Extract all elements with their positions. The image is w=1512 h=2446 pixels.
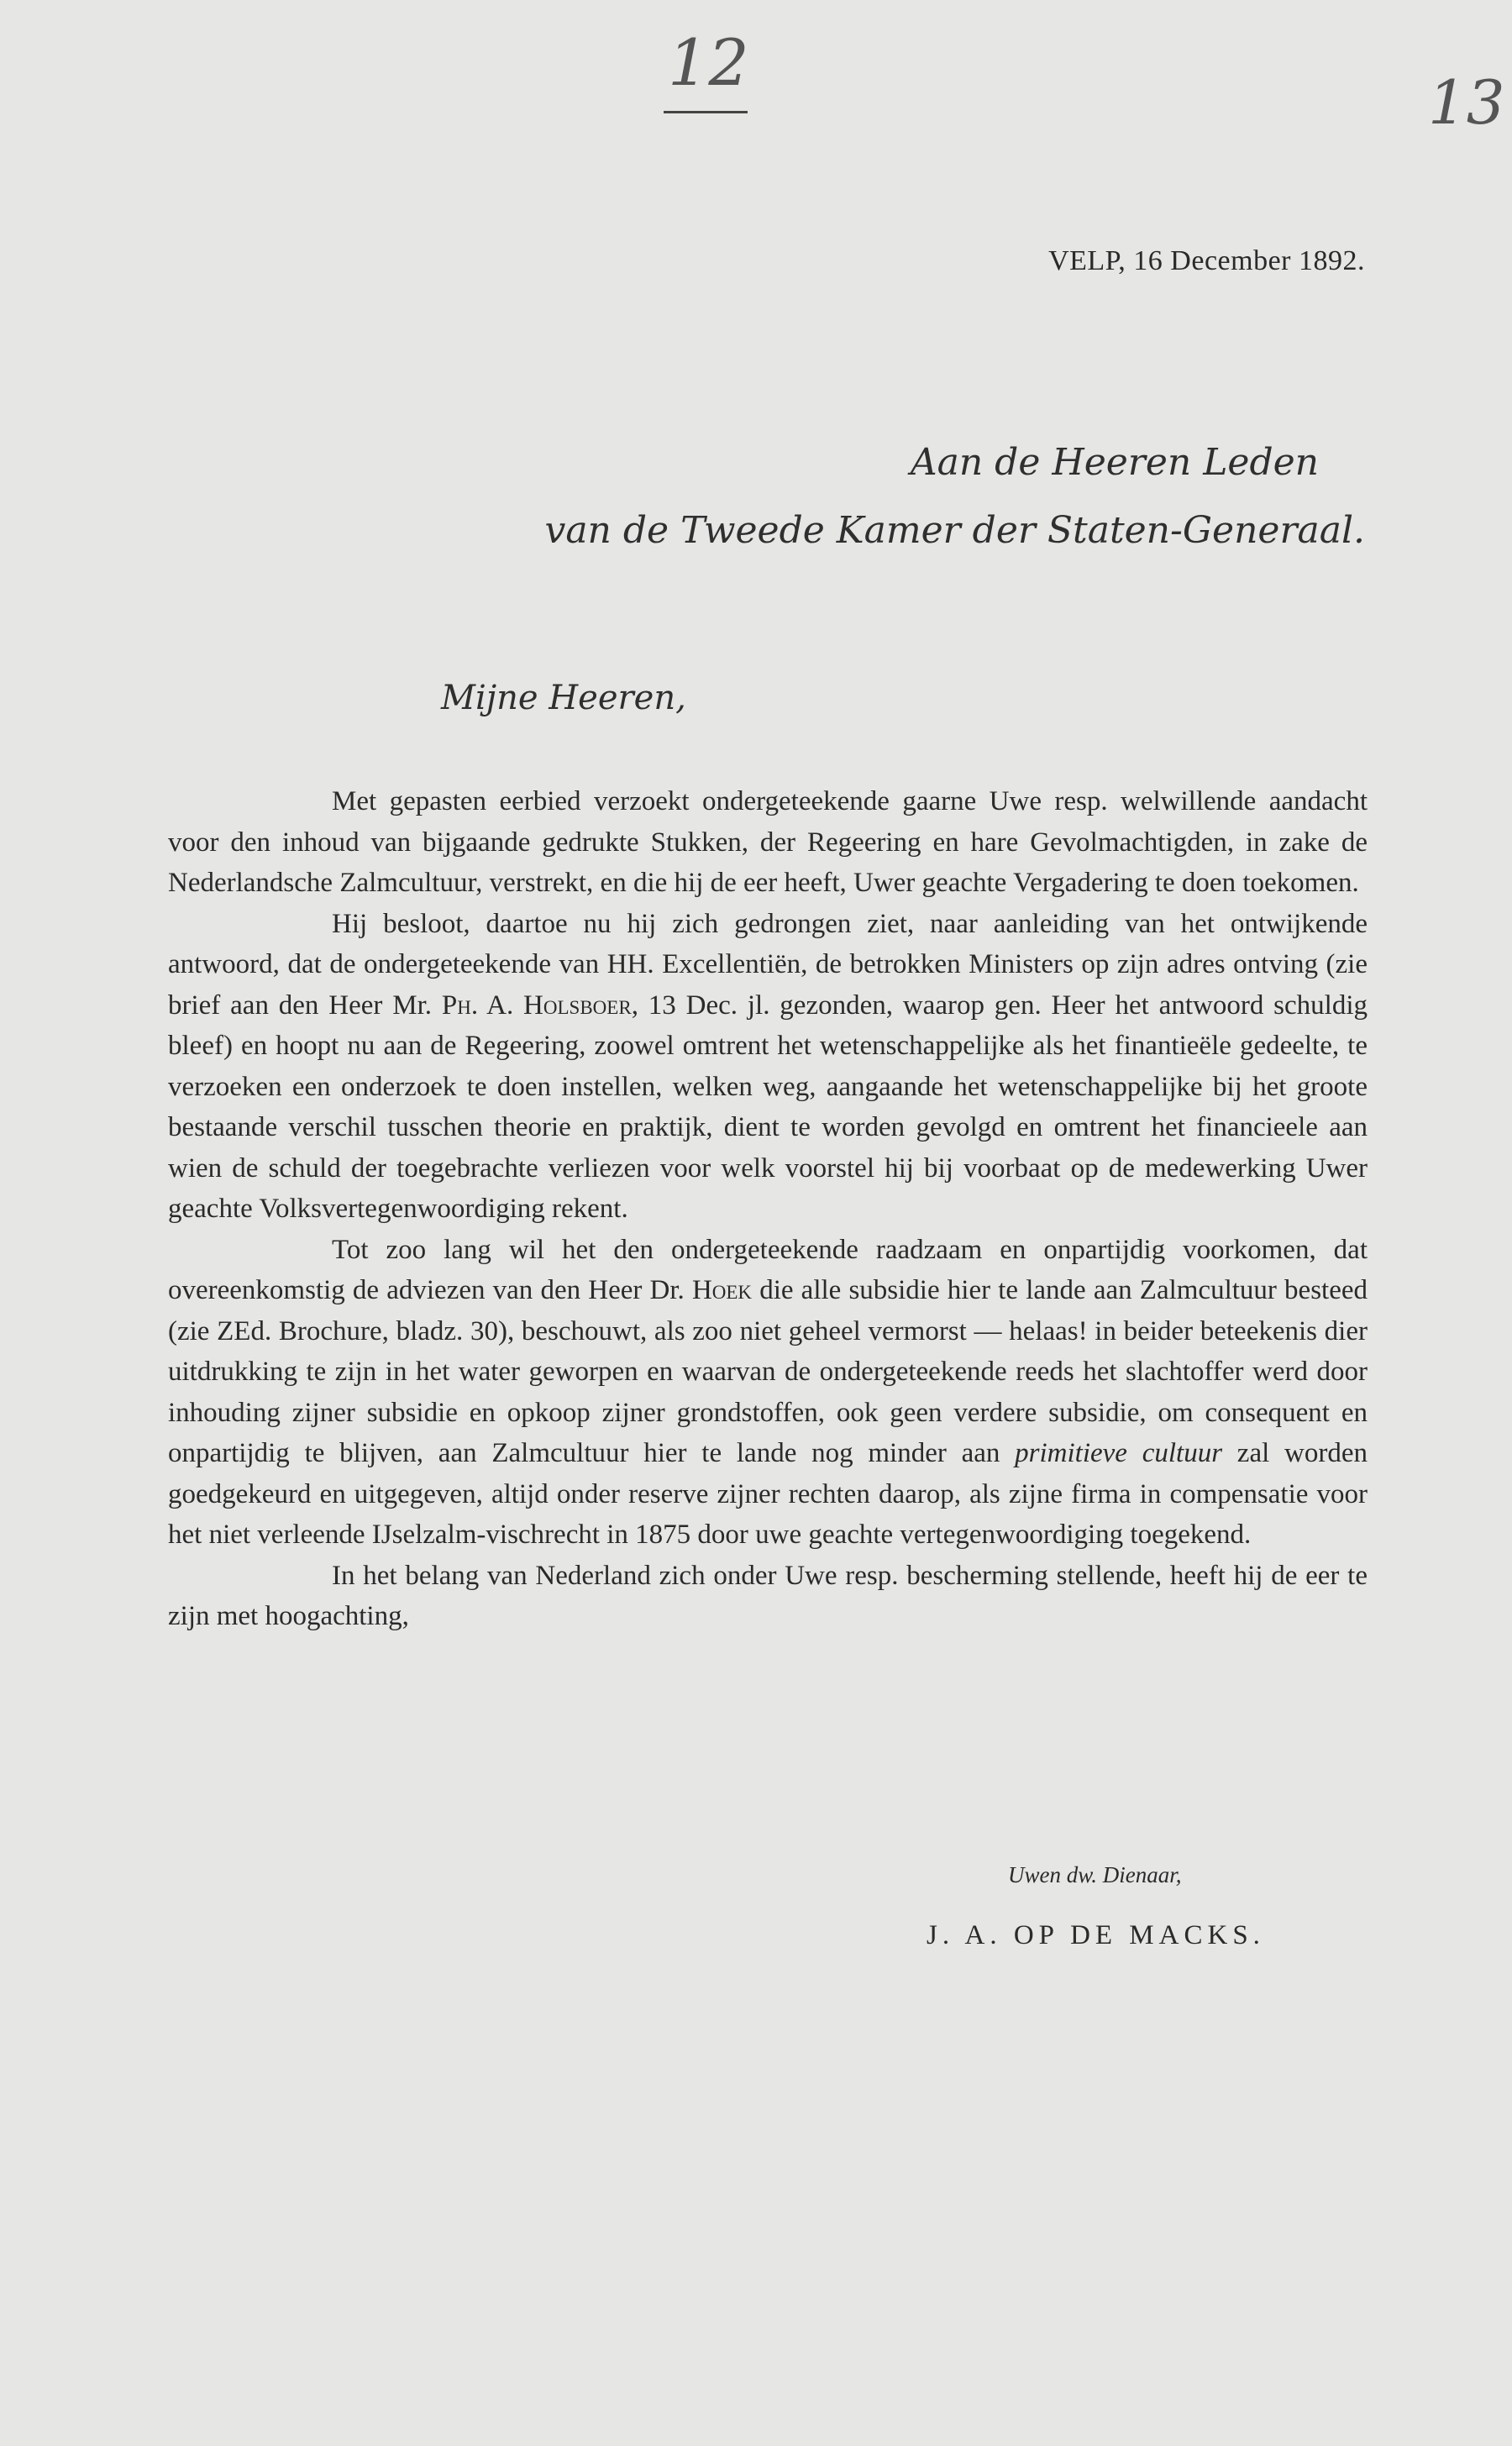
address-line-2: van de Tweede Kamer der Staten-Generaal. bbox=[544, 509, 1365, 552]
paragraph-2 bbox=[168, 904, 1368, 1230]
person-name: Ph. A. Holsboer bbox=[441, 989, 632, 1021]
pencil-page-number: 12 bbox=[668, 25, 749, 100]
paragraph-3-text: die alle subsidie hier te lande aan Zalmcultuur besteed (zie ZEd. Brochure, bladz. 30), beschouwt, als zoo niet geheel vermorst — helaas! in beider beteekenis dier uitdrukking te zijn in het water geworpen en waarvan de ondergeteekende reeds het slachtoffer werd door inhouding zijner subsidie en opkoop zijner grondstoffen, ook geen verdere subsidie, om consequent en onpartijdig te blijven, aan Zalmcultuur hier te lande nog minder aan bbox=[168, 1275, 1368, 1468]
person-name: Hoek bbox=[691, 1275, 753, 1305]
paragraph-3 bbox=[168, 1230, 1368, 1556]
date-line: VELP, 16 December 1892. bbox=[1048, 245, 1365, 276]
closing: Uwen dw. Dienaar, bbox=[1008, 1862, 1182, 1887]
italic-term: primitieve cultuur bbox=[1015, 1438, 1223, 1468]
address-line-1: Aan de Heeren Leden bbox=[910, 441, 1319, 484]
salutation: Mijne Heeren, bbox=[441, 679, 686, 717]
pencil-underline bbox=[664, 111, 748, 113]
paragraph-4: In het belang van Nederland zich onder Uwe resp. bescherming stellende, heeft hij de eer te zijn met hoogachting, bbox=[168, 1560, 1368, 1631]
paragraph-1: Met gepasten eerbied verzoekt ondergeteekende gaarne Uwe resp. welwillende aandacht voor den inhoud van bijgaande gedrukte Stukken, der Regeering en hare Gevolmachtigden, in zake de Nederlandsche Zalmcultuur, verstrekt, en die hij de eer heeft, Uwer geachte Vergadering te doen toekomen. bbox=[168, 786, 1368, 898]
letter-body bbox=[168, 781, 1368, 1637]
paragraph-3-text: zal worden goedgekeurd en uitgegeven, altijd onder reserve zijner rechten daarop, als zijne firma in compensatie voor het niet verleende IJselzalm-vischrecht in 1875 door uwe geachte vertegenwoordiging toegekend. bbox=[168, 1438, 1368, 1550]
signature: J. A. OP DE MACKS. bbox=[927, 1920, 1265, 1950]
paragraph-2-text: , 13 Dec. jl. gezonden, waarop gen. Heer het antwoord schuldig bleef) en hoopt nu aan de Regeering, zoowel omtrent het wetenschappelijke als het finantieële gedeelte, te verzoeken een onderzoek te doen instellen, welken weg, aangaande het wetenschappelijke bij het groote bestaande verschil tusschen theorie en praktijk, dient te worden gevolgd en omtrent het financieele aan wien de schuld der toegebrachte verliezen voor welk voorstel hij bij voorbaat op de medewerking Uwer geachte Volksvertegenwoordiging rekent. bbox=[168, 989, 1368, 1224]
paragraph-2-text: Hij besloot, daartoe nu hij zich gedrongen ziet, naar aanleiding van het ontwijkende antwoord, dat de ondergeteekende van HH. Excellentiën, de betrokken Ministers op zijn adres ontving (zie brief aan den Heer Mr. bbox=[168, 908, 1368, 1021]
paragraph-3-text: Tot zoo lang wil het den ondergeteekende raadzaam en onpartijdig voorkomen, dat overeenkomstig de adviezen van den Heer Dr. bbox=[168, 1234, 1368, 1305]
corner-page-number: 13 bbox=[1428, 67, 1505, 138]
